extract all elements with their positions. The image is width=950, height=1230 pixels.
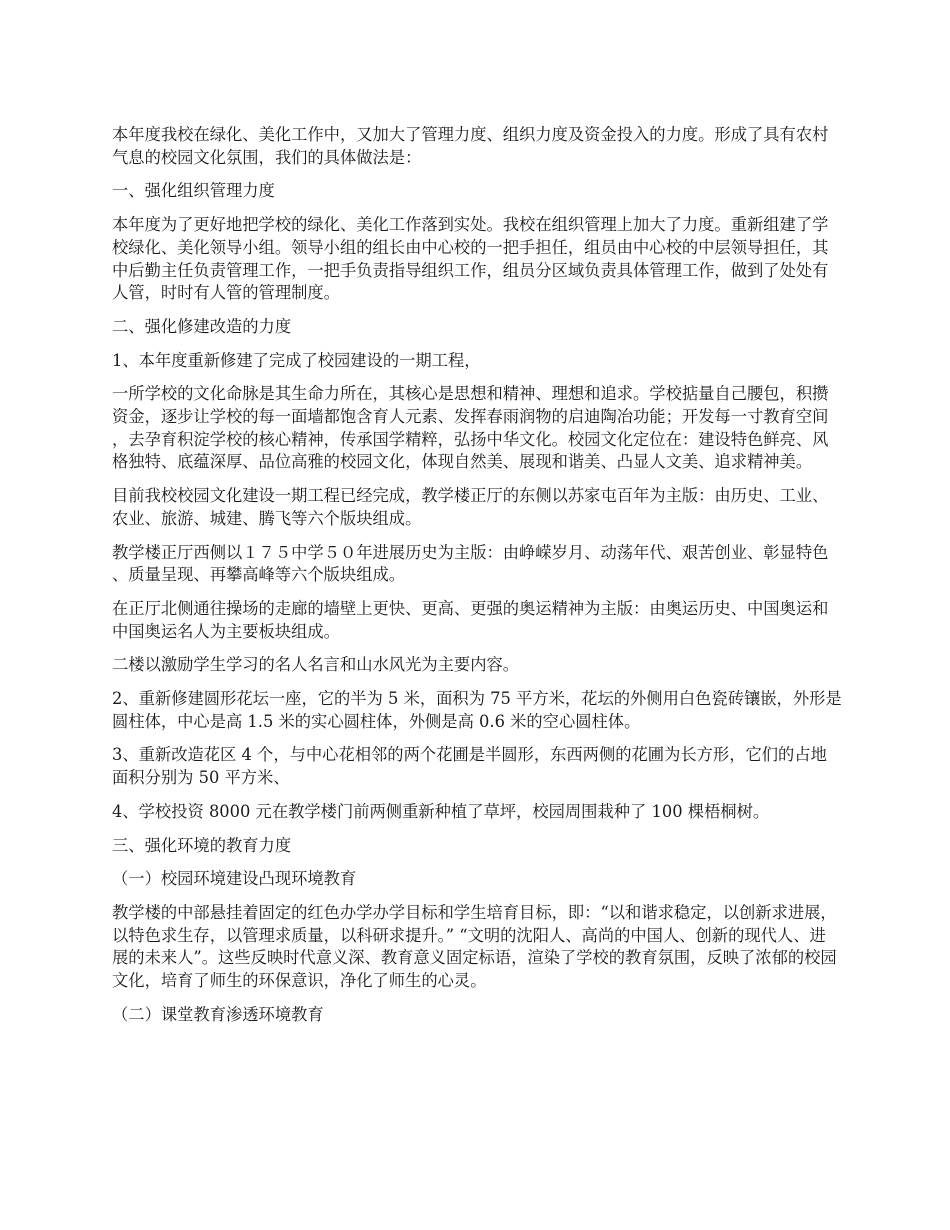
section-heading-3: 三、强化环境的教育力度 (112, 835, 292, 855)
list-item-4: 4、学校投资 8000 元在教学楼门前两侧重新种植了草坪，校园周围栽种了 100 棵梧桐树。 (112, 801, 770, 821)
body-paragraph: 本年度为了更好地把学校的绿化、美化工作落到实处。我校在组织管理上加大了力度。重新组建了学校绿化、美化领导小组。领导小组的组长由中心校的一把手担任，组员由中心校的中层领导担任，其中后勤主任负责管理工作，一把手负责指导组织工作，组员分区域负责具体管理工作，做到了处处有人管，时时有人管的管理制度。 (112, 215, 829, 303)
list-item-1: 1、本年度重新修建了完成了校园建设的一期工程， (112, 350, 481, 370)
body-paragraph: 教学楼的中部悬挂着固定的红色办学办学目标和学生培育目标，即：“以和谐求稳定，以创新求进展，以特色求生存，以管理求质量，以科研求提升。” “文明的沈阳人、高尚的中国人、创新的现代人、进展的未来人”。这些反映时代意义深、教育意义固定标语，渲染了学校的教育氛围，反映了浓郁的校园文化，培育了师生的环保意识，净化了师生的心灵。 (112, 902, 837, 991)
list-item-2: 2、重新修建圆形花坛一座，它的半为 5 米，面积为 75 平方米，花坛的外侧用白色瓷砖镶嵌，外形是圆柱体，中心是高 1.5 米的实心圆柱体，外侧是高 0.6 米的空心圆柱体。 (112, 689, 842, 731)
section-heading-2: 二、强化修建改造的力度 (112, 316, 292, 336)
body-paragraph: 二楼以激励学生学习的名人名言和山水风光为主要内容。 (112, 655, 520, 675)
body-paragraph: 目前我校校园文化建设一期工程已经完成，教学楼正厅的东侧以苏家屯百年为主版：由历史、工业、农业、旅游、城建、腾飞等六个版块组成。 (112, 486, 829, 528)
section-heading-1: 一、强化组织管理力度 (112, 181, 275, 201)
body-paragraph: 一所学校的文化命脉是其生命力所在，其核心是思想和精神、理想和追求。学校掂量自己腰包，积攒资金，逐步让学校的每一面墙都饱含育人元素、发挥春雨润物的启迪陶冶功能；开发每一寸教育空间，去孕育积淀学校的核心精神，传承国学精粹，弘扬中华文化。校园文化定位在：建设特色鲜亮、风格独特、底蕴深厚、品位高雅的校园文化，体现自然美、展现和谐美、凸显人文美、追求精神美。 (112, 384, 829, 472)
intro-paragraph: 本年度我校在绿化、美化工作中，又加大了管理力度、组织力度及资金投入的力度。形成了具有农村气息的校园文化氛围，我们的具体做法是： (112, 125, 829, 167)
subsection-heading-1: （一）校园环境建设凸现环境教育 (112, 869, 357, 889)
body-paragraph: 教学楼正厅西侧以１７５中学５０年进展历史为主版：由峥嵘岁月、动荡年代、艰苦创业、彰显特色、质量呈现、再攀高峰等六个版块组成。 (112, 542, 829, 585)
list-item-3: 3、重新改造花区 4 个，与中心花相邻的两个花圃是半圆形，东西两侧的花圃为长方形，它们的占地面积分别为 50 平方米、 (112, 745, 827, 788)
body-paragraph: 在正厅北侧通往操场的走廊的墙壁上更快、更高、更强的奥运精神为主版：由奥运历史、中国奥运和中国奥运名人为主要板块组成。 (112, 598, 829, 641)
subsection-heading-2: （二）课堂教育渗透环境教育 (112, 1004, 324, 1024)
